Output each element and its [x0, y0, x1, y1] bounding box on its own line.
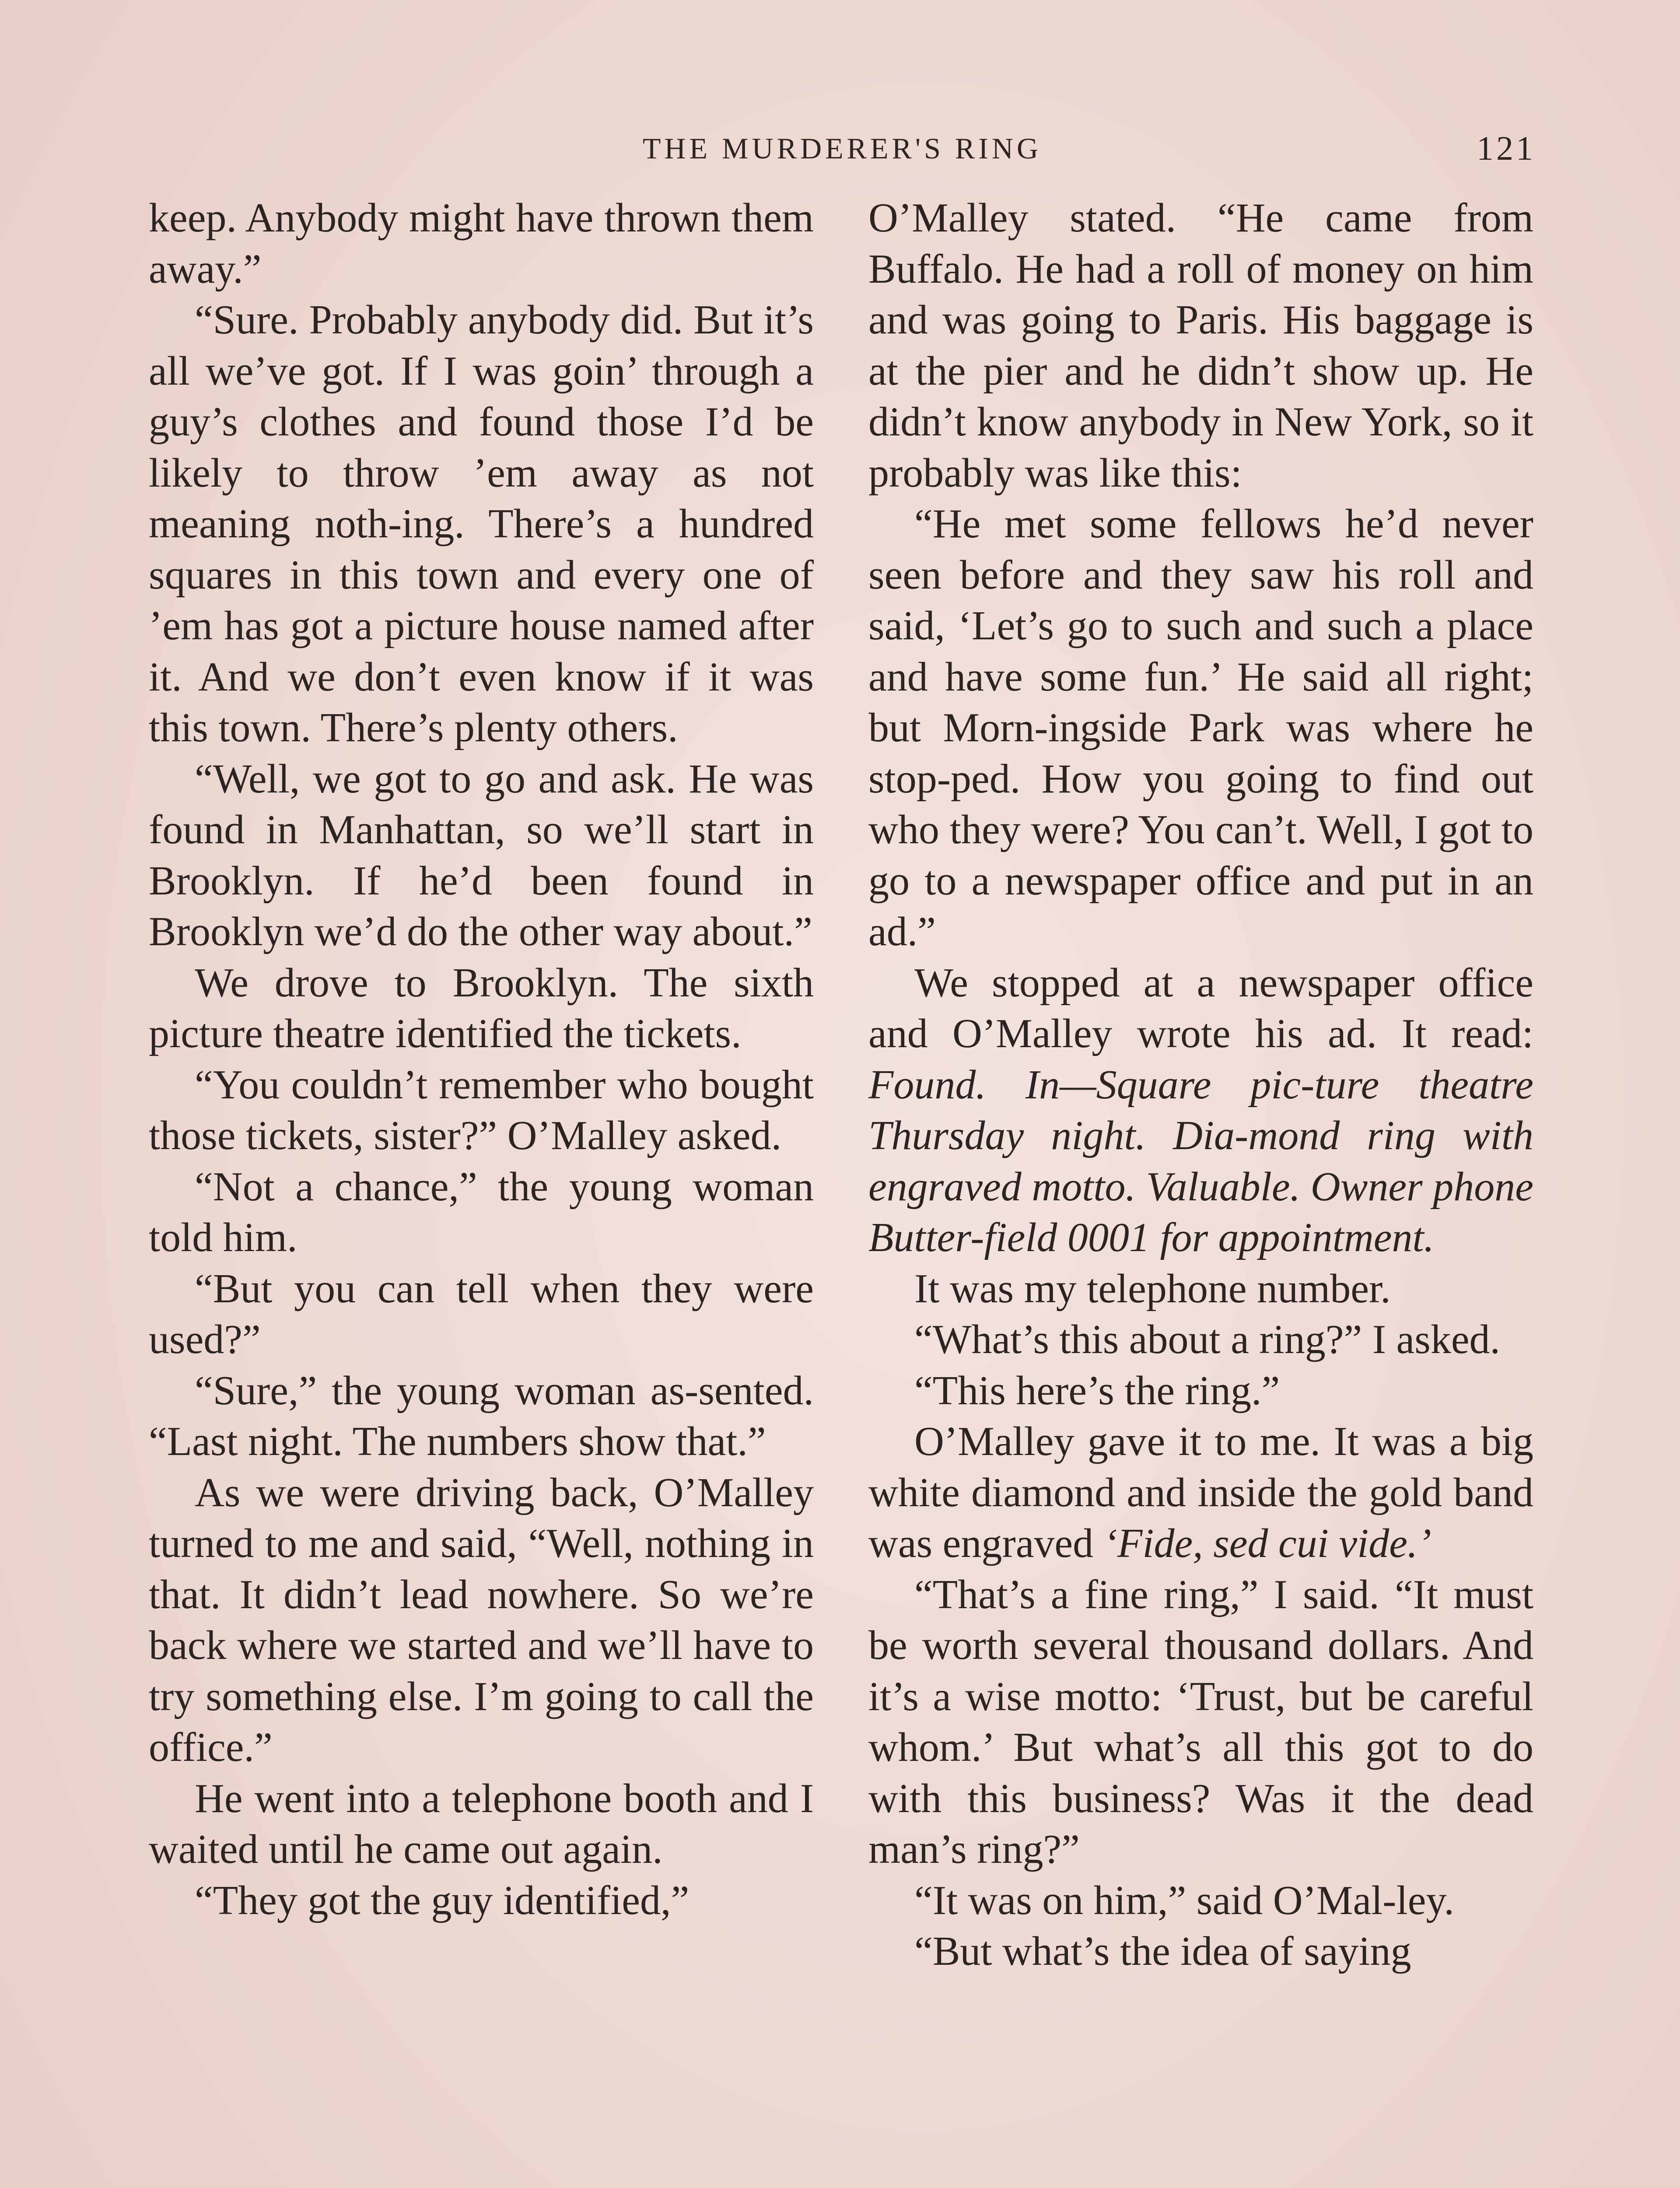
- paragraph-text: O’Malley gave it to me. It was a big white diamond and inside the gold band was engraved: [868, 1419, 1533, 1566]
- paragraph: As we were driving back, O’Malley turned to me and said, “Well, nothing in that. It didn’t lead nowhere. So we’re back where we started and we’ll have to try something else. I’m going to call the office.”: [149, 1469, 814, 1770]
- paragraph: “This here’s the ring.”: [914, 1368, 1280, 1413]
- paragraph: “Sure. Probably anybody did. But it’s all we’ve got. If I was goin’ through a guy’s clothes and found those I’d be likely to throw ’em away as not meaning noth-ing. There’s a hundred squares in this town and every one of ’em has got a picture house named after it. And we don’t even know if it was this town. There’s plenty others.: [149, 297, 814, 750]
- paragraph: It was my telephone number.: [914, 1266, 1391, 1311]
- paragraph-text: We stopped at a newspaper office and O’Malley wrote his ad. It read:: [868, 960, 1533, 1056]
- paragraph: “They got the guy identified,”: [195, 1877, 690, 1923]
- paragraph: “That’s a fine ring,” I said. “It must be worth several thousand dollars. And it’s a wise motto: ‘Trust, but be careful whom.’ But what’s all this got to do with this business? Was it the dead man’s ring?”: [868, 1571, 1533, 1872]
- paragraph: [868, 957, 1533, 1263]
- paragraph: “What’s this about a ring?” I asked.: [914, 1317, 1501, 1362]
- paragraph: “But you can tell when they were used?”: [149, 1266, 814, 1362]
- right-column: [868, 193, 1533, 2188]
- paragraph: “He met some fellows he’d never seen before and they saw his roll and said, ‘Let’s go to such and such a place and have some fun.’ He said all right; but Morn-ingside Park was where he stop-ped. How you going to find out who they were? You can’t. Well, I got to go to a newspaper office and put in an ad.”: [868, 501, 1533, 954]
- page-number: 121: [1477, 129, 1536, 167]
- ring-motto: ‘Fide, sed cui vide.’: [1103, 1521, 1432, 1566]
- paragraph: “Well, we got to go and ask. He was found in Manhattan, so we’ll start in Brooklyn. If he’d been found in Brooklyn we’d do the other way about.”: [149, 756, 814, 954]
- paragraph: He went into a telephone booth and I waited until he came out again.: [149, 1775, 814, 1872]
- paragraph: [868, 1416, 1533, 1569]
- paragraph: “You couldn’t remember who bought those tickets, sister?” O’Malley asked.: [149, 1062, 814, 1158]
- paragraph: keep. Anybody might have thrown them away.”: [149, 195, 814, 292]
- running-header: [149, 131, 1536, 175]
- paragraph: “Not a chance,” the young woman told him.: [149, 1164, 814, 1260]
- paragraph: “It was on him,” said O’Mal-ley.: [914, 1877, 1454, 1923]
- paragraph: “But what’s the idea of saying: [914, 1929, 1411, 1974]
- classified-ad-text: Found. In—Square pic-ture theatre Thursday night. Dia-mond ring with engraved motto. Valuable. Owner phone Butter-field 0001 for appointment.: [868, 1062, 1533, 1260]
- left-column: [149, 193, 814, 2188]
- paragraph: “Sure,” the young woman as-sented. “Last night. The numbers show that.”: [149, 1368, 814, 1464]
- paragraph: We drove to Brooklyn. The sixth picture theatre identified the tickets.: [149, 960, 814, 1056]
- running-title: THE MURDERER'S RING: [642, 132, 1042, 165]
- paragraph: O’Malley stated. “He came from Buffalo. He had a roll of money on him and was going to Paris. His baggage is at the pier and he didn’t show up. He didn’t know anybody in New York, so it probably was like this:: [868, 195, 1533, 496]
